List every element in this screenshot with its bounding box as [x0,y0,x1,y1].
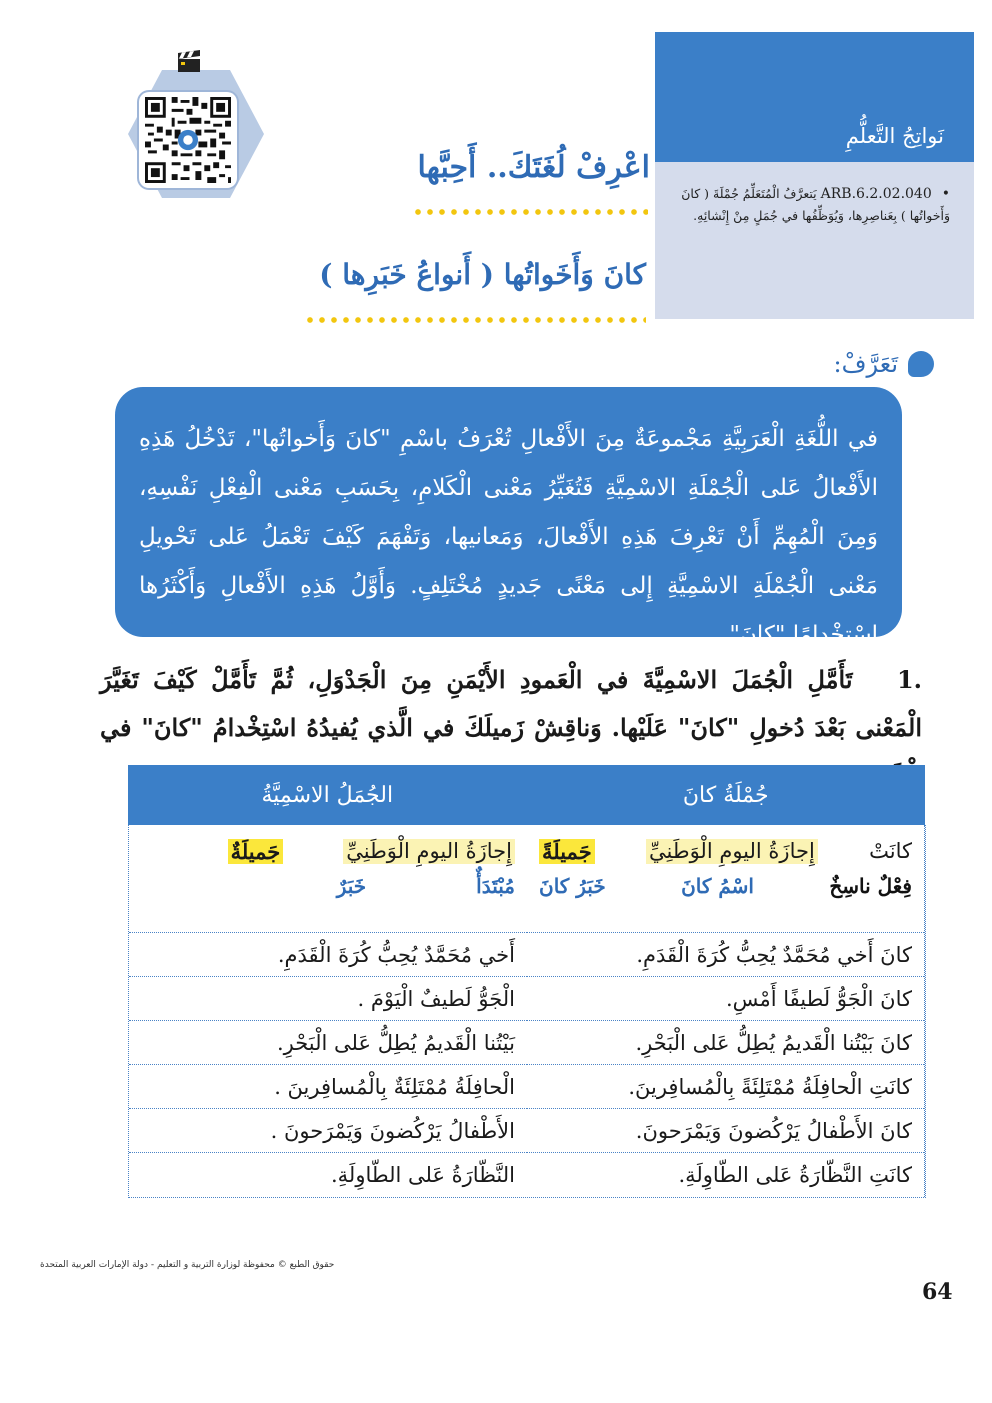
qr-code-icon [145,97,231,183]
table-row: كانَ الأَطْفالُ يَرْكُضونَ وَيَمْرَحونَ. [527,1109,924,1153]
table-row: بَيْتُنا الْقَديمُ يُطِلُّ عَلى الْبَحْرِ. [129,1021,527,1065]
outcome-text: يَتعرَّفُ الْمُتَعَلِّمُ جُمْلَةَ ( كانَ وَأَخواتُها ) بِعَناصِرِها، وَيُوَظِّفُها في جُمَلٍ مِنْ إِنْشائِهِ. [681,186,950,223]
table-row: كانَ بَيْتُنا الْقَديمُ يُطِلُّ عَلى الْبَحْرِ. [527,1021,924,1065]
header-kana-sentence: جُمْلَةُ كانَ [527,765,927,825]
title-dotted-divider [412,209,648,215]
example-nominal [129,825,527,933]
qr-code-link[interactable] [139,92,237,188]
column-kana [527,825,925,1197]
clapperboard-icon [176,50,202,74]
section-heading [834,350,934,378]
header-nominal-sentences: الجُمَلُ الاسْمِيَّةُ [261,782,394,808]
table-row: كانَ أَخي مُحَمَّدٌ يُحِبُّ كُرَةَ الْقَدَمِ. [527,933,924,977]
example-kana [527,825,924,933]
example-verb: كانَتْ [869,839,912,863]
table-row: كانَ الْجَوُّ لَطيفًا أَمْسِ. [527,977,924,1021]
table-row: الْحافِلَةُ مُمْتَلِئَةٌ بِالْمُسافِرينَ . [129,1065,527,1109]
lesson-title: كانَ وَأَخَواتُها ( أَنواعُ خَبَرِها ) [319,258,646,291]
outcomes-header [655,32,974,162]
example-subject: إِجازَةُ اليومِ الْوَطَنِيِّ [343,839,515,864]
table-row: كانَتِ الْحافِلَةُ مُمْتَلِئَةً بِالْمُسافِرينَ. [527,1065,924,1109]
label-subject: مُبْتَدَأٌ [476,874,515,898]
label-verb: فِعْلٌ ناسِخٌ [829,874,912,898]
page-number: 64 [922,1279,953,1305]
table-row: كانَتِ النَّظّارَةُ عَلى الطّاوِلَةِ. [678,1163,912,1187]
table-row: الْجَوُّ لَطيفٌ الْيَوْمَ . [129,977,527,1021]
intro-box [115,387,902,648]
label-predicate: خَبَرٌ [336,874,367,898]
copyright-note: حقوق الطبع © محفوظة لوزارة التربية و التعليم - دولة الإمارات العربية المتحدة [40,1260,335,1270]
table-body [128,825,926,1198]
table-row: النَّظّارَةُ عَلى الطّاوِلَةِ. [330,1163,515,1187]
outcome-code: ARB.6.2.02.040 [820,186,932,202]
table-header [128,765,926,825]
lesson-dotted-divider [304,317,646,323]
label-kana-predicate: خَبَرُ كانَ [539,874,606,898]
question-text: تَأَمَّلِ الْجُمَلَ الاسْمِيَّةَ في الْعَمودِ الأَيْمَنِ مِنَ الْجَدْوَلِ، ثُمَّ تَأَمَّلْ كَيْفَ تَغَيَّرَ الْمَعْنى بَعْدَ دُخولِ "كانَ" عَلَيْها. وَناقِشْ زَميلَكَ في الَّذي يُفيدُهُ اسْتِخْدامُ "كانَ" في [100,665,922,742]
question-number: 1. [896,665,922,694]
label-kana-subject: اسْمُ كانَ [681,874,754,898]
outcomes-heading: نَواتِجُ التَّعلُّمِ [845,124,944,148]
blue-dot-icon [908,351,934,377]
table-row: أَخي مُحَمَّدٌ يُحِبُّ كُرَةَ الْقَدَمِ. [129,933,527,977]
section-heading-label: تَعَرَّفْ: [833,350,898,378]
example-kana-subject: إِجازَةُ اليومِ الْوَطَنِيِّ [646,839,818,864]
outcomes-body [655,162,974,225]
intro-text: في اللُّغَةِ الْعَرَبِيَّةِ مَجْموعَةٌ مِنَ الأَفْعالِ تُعْرَفُ باسْمِ "كانَ وَأَخواتُها"، تَدْخُلُ هَذِهِ الأَفْعالُ عَلى الْجُمْلَةِ الاسْمِيَّةِ فَتُغَيِّرُ مَعْنى الْكَلامِ، بِحَسَبِ مَعْنى الْفِعْلِ نَفْسِهِ، وَمِنَ الْمُهِمِّ أَنْ تَعْرِفَ هَذِهِ الأَفْعالَ، وَمَعانيها، وَتَفْهَمَ كَيْفَ تَعْمَلُ عَلى تَحْويلِ مَعْنى الْجُمْلَةِ الاسْمِيَّةِ إِلى مَعْنًى جَديدٍ مُخْتَلِفٍ. وَأَوَّلُ هَذِهِ الأَفْعالِ وَأَكْثَرُها اسْتِخْدامًا "كانَ". [139,426,878,648]
bullet-icon: • [941,186,950,202]
unit-title: اعْرِفْ لُغَتَكَ.. أَحِبَّها [417,150,650,185]
example-kana-predicate: جَميلَةً [539,839,595,864]
comparison-table [128,765,926,1198]
column-nominal [129,825,527,1197]
table-row: الأَطْفالُ يَرْكُضونَ وَيَمْرَحونَ . [129,1109,527,1153]
example-predicate: جَميلَةٌ [228,839,284,864]
learning-outcomes-box [655,32,974,319]
